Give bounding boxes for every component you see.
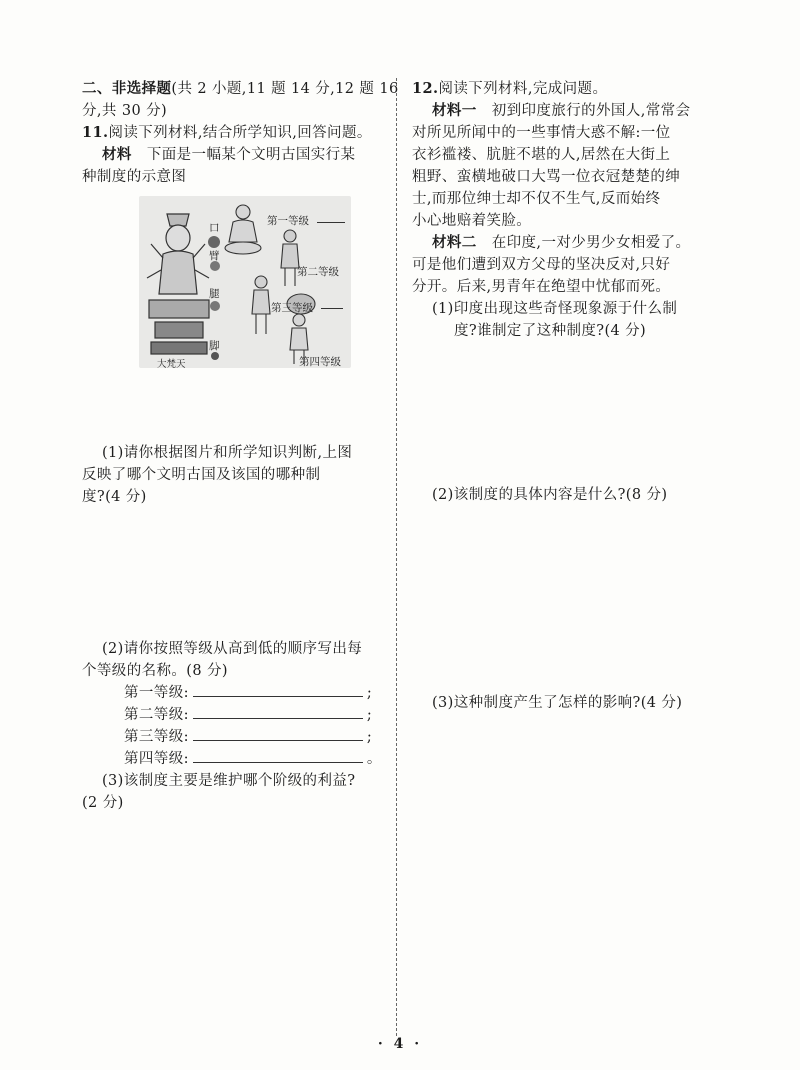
question-11-3: (3)该制度主要是维护哪个阶级的利益?	[102, 773, 356, 789]
question-12-1: (1)印度出现这些奇怪现象源于什么制	[432, 301, 678, 317]
blank-row-2: 第二等级: ;	[82, 704, 382, 726]
right-column	[412, 78, 724, 714]
material-2-line-3: 分开。后来,男青年在绝望中忧郁而死。	[412, 279, 671, 295]
foot-icon	[211, 352, 219, 360]
material-2-line-2: 可是他们遭到双方父母的坚决反对,只好	[412, 257, 671, 273]
level3-label: 第三等级	[271, 302, 313, 314]
question-11-1: (1)请你根据图片和所学知识判断,上图	[102, 445, 353, 461]
level1-figure	[225, 205, 261, 254]
question-11-1-end: 度?(4 分)	[82, 489, 147, 505]
question-12-stem: 12.阅读下列材料,完成问题。	[412, 80, 608, 97]
material-intro-cont: 种制度的示意图	[82, 169, 187, 185]
material-1-line-1: 材料一 初到印度旅行的外国人,常常会	[432, 102, 691, 119]
material-1-line-6: 小心地赔着笑脸。	[412, 213, 532, 229]
figure-caption: 大梵天	[157, 359, 186, 368]
brahma-figure	[147, 214, 209, 354]
level3-blank[interactable]	[193, 726, 363, 741]
answer-space-1[interactable]	[82, 508, 382, 638]
left-column	[82, 78, 399, 814]
question-12-3: (3)这种制度产生了怎样的影响?(4 分)	[432, 695, 683, 711]
level3-figure	[252, 276, 270, 334]
question-11-2-cont: 个等级的名称。(8 分)	[82, 663, 228, 679]
material-1-line-2: 对所见所闻中的一些事情大惑不解:一位	[412, 125, 671, 141]
material-1-line-3: 衣衫褴褛、肮脏不堪的人,居然在大街上	[412, 147, 671, 163]
answer-space-3[interactable]	[412, 506, 724, 692]
foot-label: 脚	[209, 340, 220, 352]
blank-row-3: 第三等级: ;	[82, 726, 382, 748]
section-heading-cont: 分,共 30 分)	[82, 103, 168, 119]
level1-blank[interactable]	[193, 682, 363, 697]
mouth-icon	[208, 236, 220, 248]
material-2-line-1: 材料二 在印度,一对少男少女相爱了。	[432, 234, 691, 251]
blank-row-4: 第四等级: 。	[82, 748, 382, 770]
level2-label: 第二等级	[297, 266, 339, 278]
question-11-stem: 11.阅读下列材料,结合所学知识,回答问题。	[82, 124, 372, 141]
page-number: · 4 ·	[377, 1036, 423, 1052]
question-12-1-cont: 度?谁制定了这种制度?(4 分)	[454, 323, 647, 339]
material-1-line-5: 士,而那位绅士却不仅不生气,反而始终	[412, 191, 661, 207]
level1-label: 第一等级	[267, 215, 309, 227]
column-divider	[396, 78, 397, 1036]
material-intro: 材料 下面是一幅某个文明古国实行某	[102, 146, 356, 163]
arm-label: 臂	[209, 250, 220, 262]
section-heading: 二、非选择题(共 2 小题,11 题 14 分,12 题 16	[82, 80, 399, 97]
level3-pointer	[321, 308, 343, 309]
caste-figure	[139, 196, 351, 368]
question-11-3-cont: (2 分)	[82, 795, 124, 811]
leg-icon	[210, 301, 220, 311]
level2-blank[interactable]	[193, 704, 363, 719]
level1-pointer	[317, 222, 345, 223]
mouth-label: 口	[209, 222, 220, 234]
question-12-2: (2)该制度的具体内容是什么?(8 分)	[432, 487, 668, 503]
answer-space-2[interactable]	[412, 342, 724, 484]
question-11-2: (2)请你按照等级从高到低的顺序写出每	[102, 641, 363, 657]
material-1-line-4: 粗野、蛮横地破口大骂一位衣冠楚楚的绅	[412, 169, 681, 185]
leg-label: 腿	[209, 288, 220, 300]
level4-label: 第四等级	[299, 356, 341, 368]
question-11-1-cont: 反映了哪个文明古国及该国的哪种制	[82, 467, 321, 483]
blank-row-1: 第一等级: ;	[82, 682, 382, 704]
level4-blank[interactable]	[193, 748, 363, 763]
